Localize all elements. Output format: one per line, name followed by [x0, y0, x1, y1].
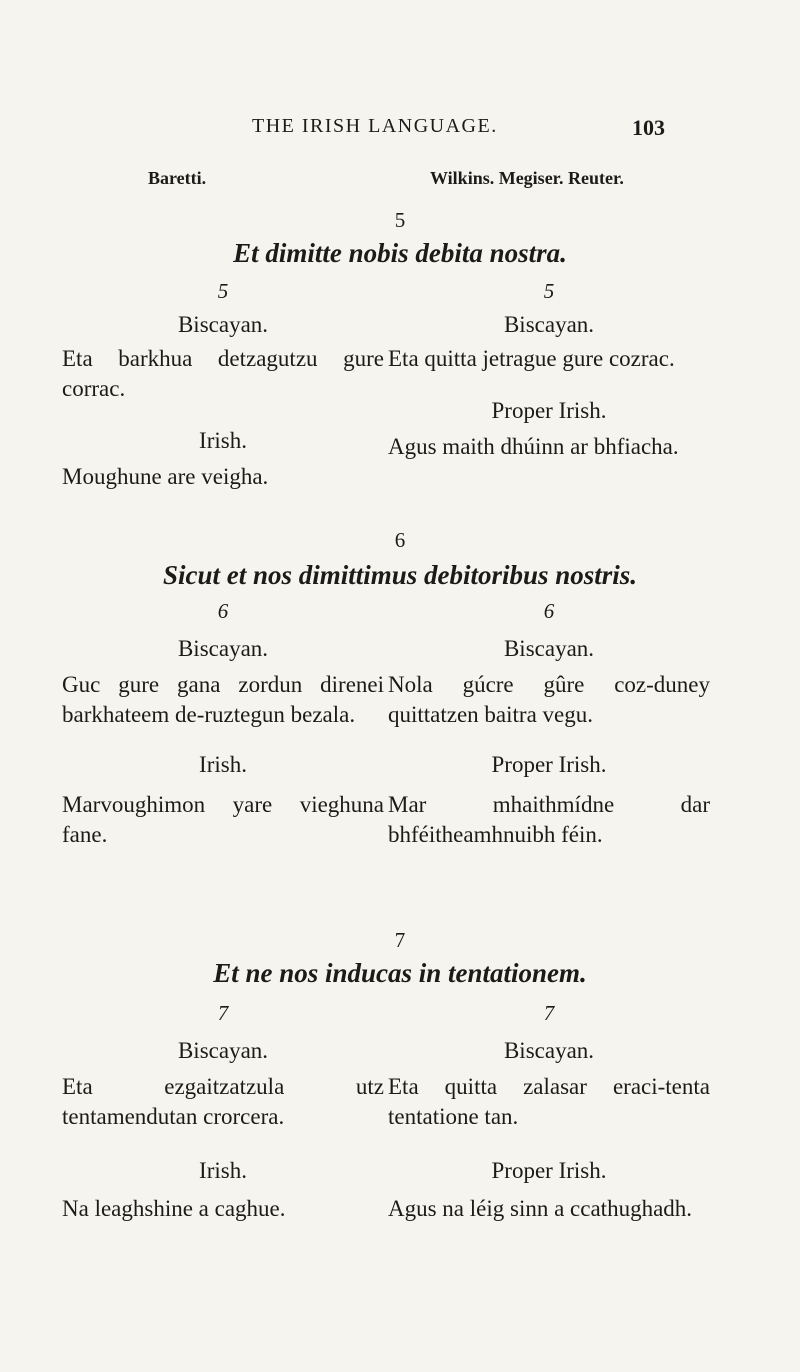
translation-text: Eta quitta zalasar eraci-tenta tentatione tan. — [388, 1074, 710, 1129]
left-column — [62, 596, 384, 850]
translation-text: Agus na léig sinn a ccathughadh. — [388, 1196, 693, 1221]
translation-text: Na leaghshine a caghue. — [62, 1196, 286, 1221]
section-number: 6 — [394, 528, 406, 552]
translation-text: Moughune are veigha. — [62, 464, 269, 489]
translation-text: Mar mhaithmídne dar bhféitheamhnuibh féin. — [388, 792, 710, 847]
language-label: Biscayan. — [177, 1038, 269, 1063]
language-label: Biscayan. — [177, 312, 269, 337]
author-left: Baretti. — [148, 168, 207, 188]
translation-text: Marvoughimon yare vieghuna fane. — [62, 792, 384, 847]
section-title: Sicut et nos dimittimus debitoribus nostris. — [162, 560, 638, 590]
language-label: Proper Irish. — [491, 752, 607, 777]
language-label: Irish. — [199, 1158, 247, 1183]
language-label: Proper Irish. — [491, 1158, 607, 1183]
right-column — [388, 276, 710, 462]
column-number: 7 — [217, 1001, 229, 1025]
left-column — [62, 276, 384, 492]
right-column — [388, 998, 710, 1224]
language-label: Proper Irish. — [491, 398, 607, 423]
right-column — [388, 596, 710, 850]
section-number: 7 — [394, 928, 406, 952]
column-number: 5 — [217, 279, 229, 303]
column-number: 6 — [543, 599, 555, 623]
translation-text: Eta barkhua detzagutzu gure corrac. — [62, 346, 384, 401]
column-number: 7 — [543, 1001, 555, 1025]
translation-text: Eta ezgaitzatzula utz tentamendutan crorcera. — [62, 1074, 384, 1129]
page-header — [0, 115, 800, 145]
section-number: 5 — [394, 208, 406, 232]
section-title: Et ne nos inducas in tentationem. — [213, 958, 587, 988]
author-right: Wilkins. Megiser. Reuter. — [430, 168, 624, 188]
language-label: Irish. — [199, 752, 247, 777]
translation-text: Guc gure gana zordun direnei barkhateem de-ruztegun bezala. — [62, 672, 384, 727]
translation-text: Agus maith dhúinn ar bhfiacha. — [388, 434, 679, 459]
column-number: 5 — [543, 279, 555, 303]
language-label: Biscayan. — [177, 636, 269, 661]
language-label: Irish. — [199, 428, 247, 453]
translation-text: Eta quitta jetrague gure cozrac. — [388, 346, 675, 371]
language-label: Biscayan. — [503, 636, 595, 661]
running-title: THE IRISH LANGUAGE. — [252, 115, 498, 137]
left-column — [62, 998, 384, 1224]
language-label: Biscayan. — [503, 312, 595, 337]
column-number: 6 — [217, 599, 229, 623]
page-number: 103 — [632, 115, 665, 140]
language-label: Biscayan. — [503, 1038, 595, 1063]
translation-text: Nola gúcre gûre coz-duney quittatzen baitra vegu. — [388, 672, 710, 727]
section-title: Et dimitte nobis debita nostra. — [233, 238, 567, 268]
